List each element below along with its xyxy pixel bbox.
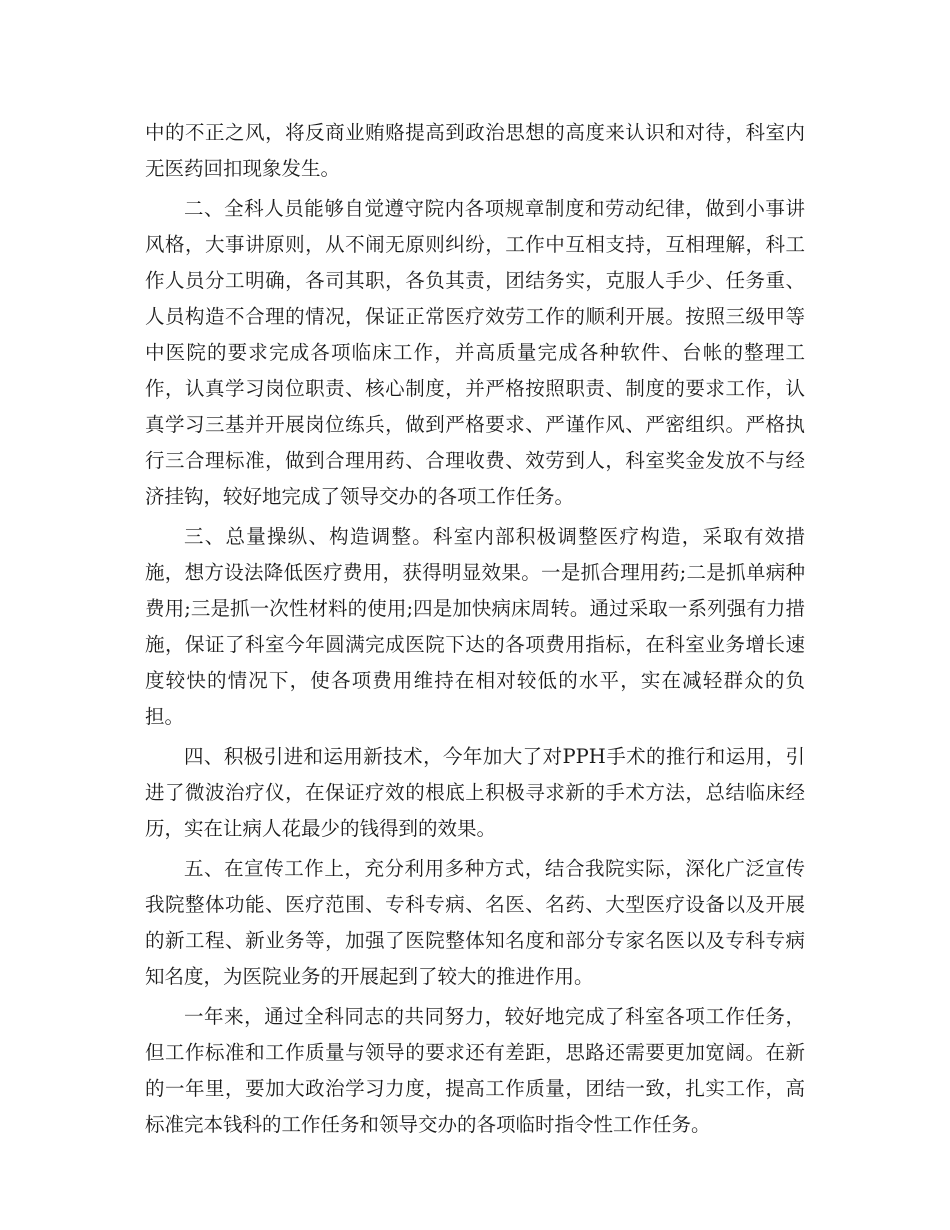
paragraph-section-5: 五、在宣传工作上，充分利用多种方式，结合我院实际，深化广泛宣传我院整体功能、医疗范围、专科专病、名医、名药、大型医疗设备以及开展的新工程、新业务等，加强了医院整体知名度和部分专家名医以及专科专病知名度，为医院业务的开展起到了较大的推进作用。: [145, 857, 805, 988]
document-body: [145, 115, 805, 1147]
paragraph-section-3: 三、总量操纵、构造调整。科室内部积极调整医疗构造，采取有效措施，想方设法降低医疗费用，获得明显效果。一是抓合理用药;二是抓单病种费用;三是抓一次性材料的使用;四是加快病床周转。通过采取一系列强有力措施，保证了科室今年圆满完成医院下达的各项费用指标，在科室业务增长速度较快的情况下，使各项费用维持在相对较低的水平，实在减轻群众的负担。: [145, 525, 805, 728]
paragraph-section-2: 二、全科人员能够自觉遵守院内各项规章制度和劳动纪律，做到小事讲风格，大事讲原则，从不闹无原则纠纷，工作中互相支持，互相理解，科工作人员分工明确，各司其职，各负其责，团结务实，克服人手少、任务重、人员构造不合理的情况，保证正常医疗效劳工作的顺利开展。按照三级甲等中医院的要求完成各项临床工作，并高质量完成各种软件、台帐的整理工作，认真学习岗位职责、核心制度，并严格按照职责、制度的要求工作，认真学习三基并开展岗位练兵，做到严格要求、严谨作风、严密组织。严格执行三合理标准，做到合理用药、合理收费、效劳到人，科室奖金发放不与经济挂钩，较好地完成了领导交办的各项工作任务。: [145, 197, 805, 508]
paragraph-section-4: 四、积极引进和运用新技术，今年加大了对PPH手术的推行和运用，引进了微波治疗仪，在保证疗效的根底上积极寻求新的手术方法，总结临床经历，实在让病人花最少的钱得到的效果。: [145, 745, 805, 840]
paragraph-summary: 一年来，通过全科同志的共同努力，较好地完成了科室各项工作任务，但工作标准和工作质量与领导的要求还有差距，思路还需要更加宽阔。在新的一年里，要加大政治学习力度，提高工作质量，团结一致，扎实工作，高标准完本钱科的工作任务和领导交办的各项临时指令性工作任务。: [145, 1005, 805, 1136]
paragraph-continuation: 中的不正之风，将反商业贿赂提高到政治思想的高度来认识和对待，科室内无医药回扣现象发生。: [145, 121, 805, 180]
